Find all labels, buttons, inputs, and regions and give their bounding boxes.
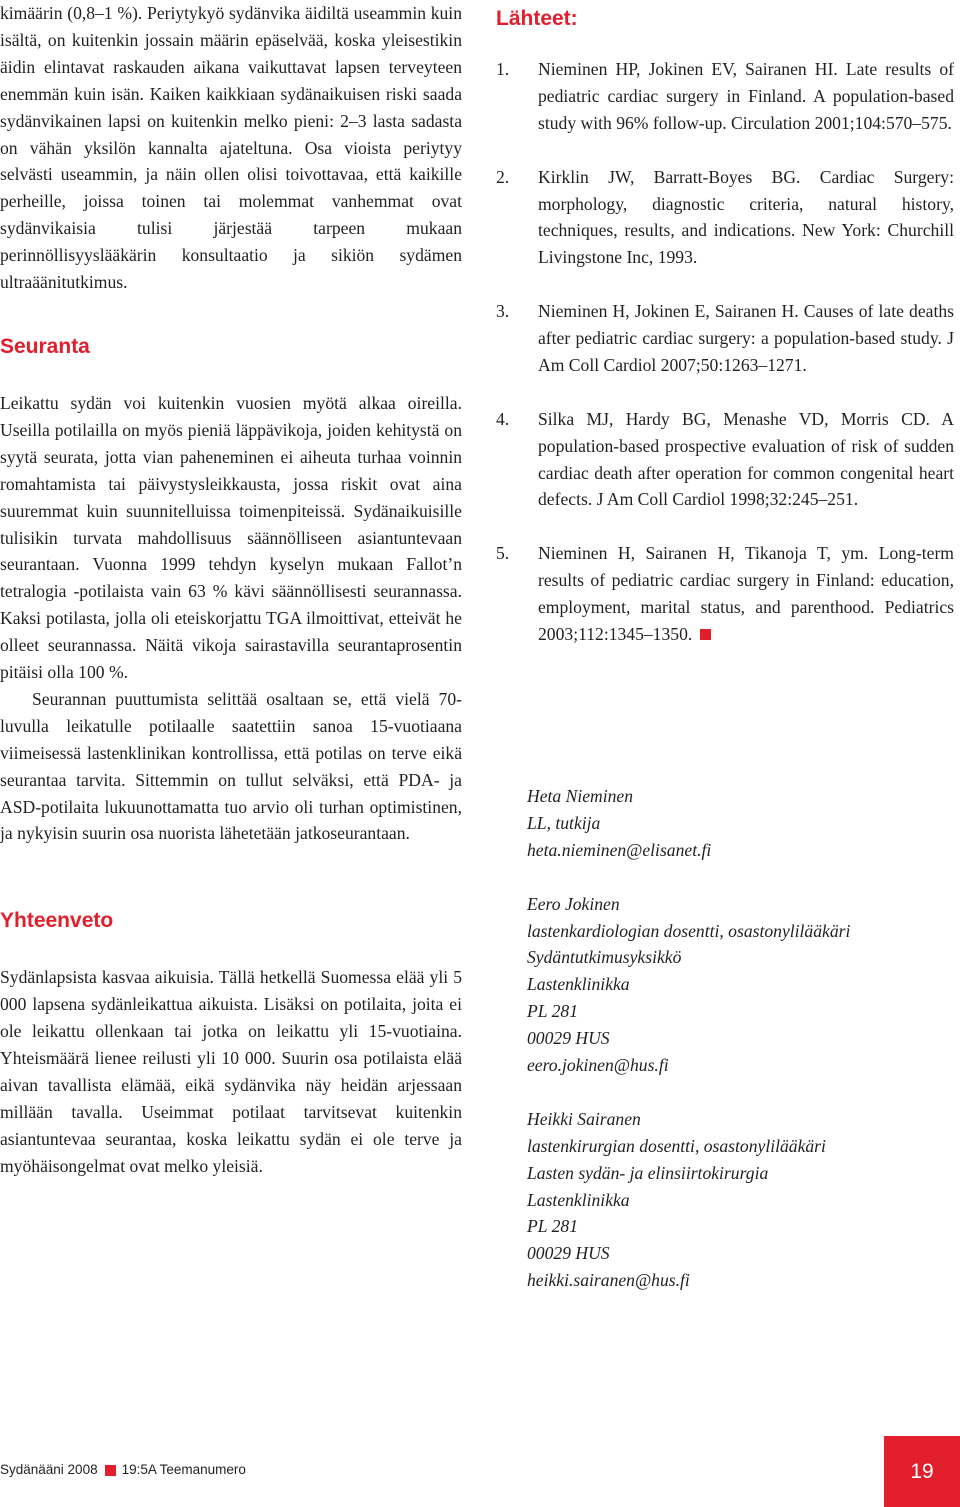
reference-number: 1. [496, 59, 510, 79]
author-block [527, 891, 850, 1079]
author-info [527, 783, 850, 1321]
author-pobox: PL 281 [527, 1001, 579, 1022]
body-paragraph: Sydänlapsista kasvaa aikuisia. Tällä hetkellä Suomessa elää yli 5 000 lapsena sydänleikattua aikuista. Lisäksi on potilaita, joita ei ole leikattu ollenkaan tai jotka on leikattu yli 15-vuotiaina. Yhteismäärä lienee reilusti yli 10 000. Suurin osa potilaista elää aivan tavallista elämää, eikä sydänvika näy heidän arjessaan millään tavalla. Useimmat potilaat tarvitsevat kuitenkin asiantuntevaa seurantaa, koska leikattu sydän ei ole terve ja myöhäisongelmat ovat melko yleisiä. [0, 967, 462, 1176]
reference-item [496, 406, 954, 514]
reference-text: Kirklin JW, Barratt-Boyes BG. Cardiac Surgery: morphology, diagnostic criteria, natural history, techniques, results, and indications. New York: Churchill Livingstone Inc, 1993. [538, 166, 954, 268]
section-heading-yhteenveto: Yhteenveto [0, 909, 114, 933]
author-title: lastenkardiologian dosentti, osastonylilääkäri [527, 920, 851, 941]
reference-number: 4. [496, 408, 510, 429]
reference-item [496, 540, 954, 648]
section-heading-seuranta: Seuranta [0, 334, 90, 358]
reference-number: 3. [496, 301, 510, 322]
author-clinic: Lastenklinikka [527, 974, 630, 995]
reference-text: Nieminen HP, Jokinen EV, Sairanen HI. Late results of pediatric cardiac surgery in Finland. A population-based study with 96% follow-up. Circulation 2001;104:570–575. [538, 59, 954, 133]
author-name: Heikki Sairanen [527, 1108, 641, 1129]
author-unit: Lasten sydän- ja elinsiirtokirurgia [527, 1162, 769, 1183]
references-list [496, 56, 954, 648]
reference-text: Nieminen H, Jokinen E, Sairanen H. Causes of late deaths after pediatric cardiac surgery: a population-based study. J Am Coll Cardiol 2007;50:1263–1271. [538, 301, 954, 375]
author-name: Eero Jokinen [527, 893, 620, 914]
reference-item [496, 298, 954, 379]
author-name: Heta Nieminen [527, 786, 634, 806]
author-unit: Sydäntutkimusyksikkö [527, 947, 682, 968]
author-block [527, 783, 850, 864]
page-number-box [884, 1436, 960, 1507]
footer-separator-square [105, 1465, 116, 1476]
page-footer [0, 1459, 246, 1481]
reference-text: Silka MJ, Hardy BG, Menashe VD, Morris CD. A population-based prospective evaluation of risk of sudden cardiac death after operation for common congenital heart defects. J Am Coll Cardiol 1998;32:245–251. [538, 408, 954, 510]
publication-name: Sydänääni 2008 [0, 1462, 98, 1477]
issue-label: 19:5A Teemanumero [121, 1462, 246, 1477]
author-block [527, 1106, 850, 1294]
reference-number: 2. [496, 166, 510, 187]
end-of-article-mark [700, 629, 711, 640]
reference-item [496, 164, 954, 272]
reference-text: Nieminen H, Sairanen H, Tikanoja T, ym. Long-term results of pediatric cardiac surgery in Finland: education, employment, marital status, and parenthood. Pediatrics 2003;112:1345–1350. [538, 543, 954, 644]
left-column [0, 0, 462, 1180]
reference-item [496, 56, 954, 137]
author-title: lastenkirurgian dosentti, osastonylilääkäri [527, 1135, 826, 1156]
author-email: eero.jokinen@hus.fi [527, 1055, 669, 1076]
reference-number: 5. [496, 543, 510, 564]
page-number: 19 [910, 1459, 934, 1483]
author-postcode: 00029 HUS [527, 1243, 610, 1264]
author-pobox: PL 281 [527, 1216, 579, 1237]
author-email: heta.nieminen@elisanet.fi [527, 839, 712, 860]
references-heading: Lähteet: [496, 7, 578, 30]
author-title: LL, tutkija [527, 812, 601, 833]
author-clinic: Lastenklinikka [527, 1189, 630, 1210]
author-email: heikki.sairanen@hus.fi [527, 1270, 690, 1291]
body-paragraph: kimäärin (0,8–1 %). Periytykyö sydänvika äidiltä useammin kuin isältä, on kuitenkin jossain määrin epäselvää, koska yleisestikin äidin elintavat raskauden aikana vaikuttavat lapsen terveyteen enemmän kuin isän. Kaiken kaikkiaan sydänaikuisen riski saada sydänvikainen lapsi on kuitenkin melko pieni: 2–3 lasta sadasta on vähän yksilön kannalta ajateltuna. Osa vioista periytyy selvästi useammin, ja näin ollen olisi toivottavaa, että kaikille perheille, joissa toinen tai molemmat vanhemmat ovat sydänvikaisia tulisi järjestää tarpeen mukaan perinnöllisyyslääkärin konsultaatio ja sikiön sydämen ultraäänitutkimus. [0, 3, 462, 293]
body-paragraph: Seurannan puuttumista selittää osaltaan se, että vielä 70-luvulla leikatulle potilaalle saatettiin sanoa 15-vuotiaana viimeisessä lastenklinikan kontrollissa, että potilas on terve eikä seurantaa tarvita. Sittemmin on tullut selväksi, että PDA- ja ASD-potilaita lukuunottamatta tuo arvio oli turhan optimistinen, ja nykyisin suurin osa nuorista lähetetään jatkoseurantaan. [0, 688, 462, 844]
body-paragraph: Leikattu sydän voi kuitenkin vuosien myötä alkaa oireilla. Useilla potilailla on myös pieniä läppävikoja, joiden kehitystä on syytä seurata, jotta vian paheneminen ei aiheuta turhaa voinnin romahtamista tai päivystysleikkausta, jossa riskit ovat aina suuremmat kuin suunnitelluissa toimenpiteissä. Sydänaikuisille tulisikin turvata mahdollisuus säännölliseen asiantuntevaan seurantaan. Vuonna 1999 tehdyn kyselyn mukaan Fallot’n tetralogia -potilaista vain 63 % kävi säännöllisesti seurannassa. Kaksi potilasta, jolla oli eteiskorjattu TGA ilmoittivat, etteivät he olleet seurannassa. Näitä vikoja sairastavilla seurantaprosentin pitäisi olla 100 %. [0, 392, 462, 683]
references-column [496, 0, 954, 675]
author-postcode: 00029 HUS [527, 1028, 610, 1049]
